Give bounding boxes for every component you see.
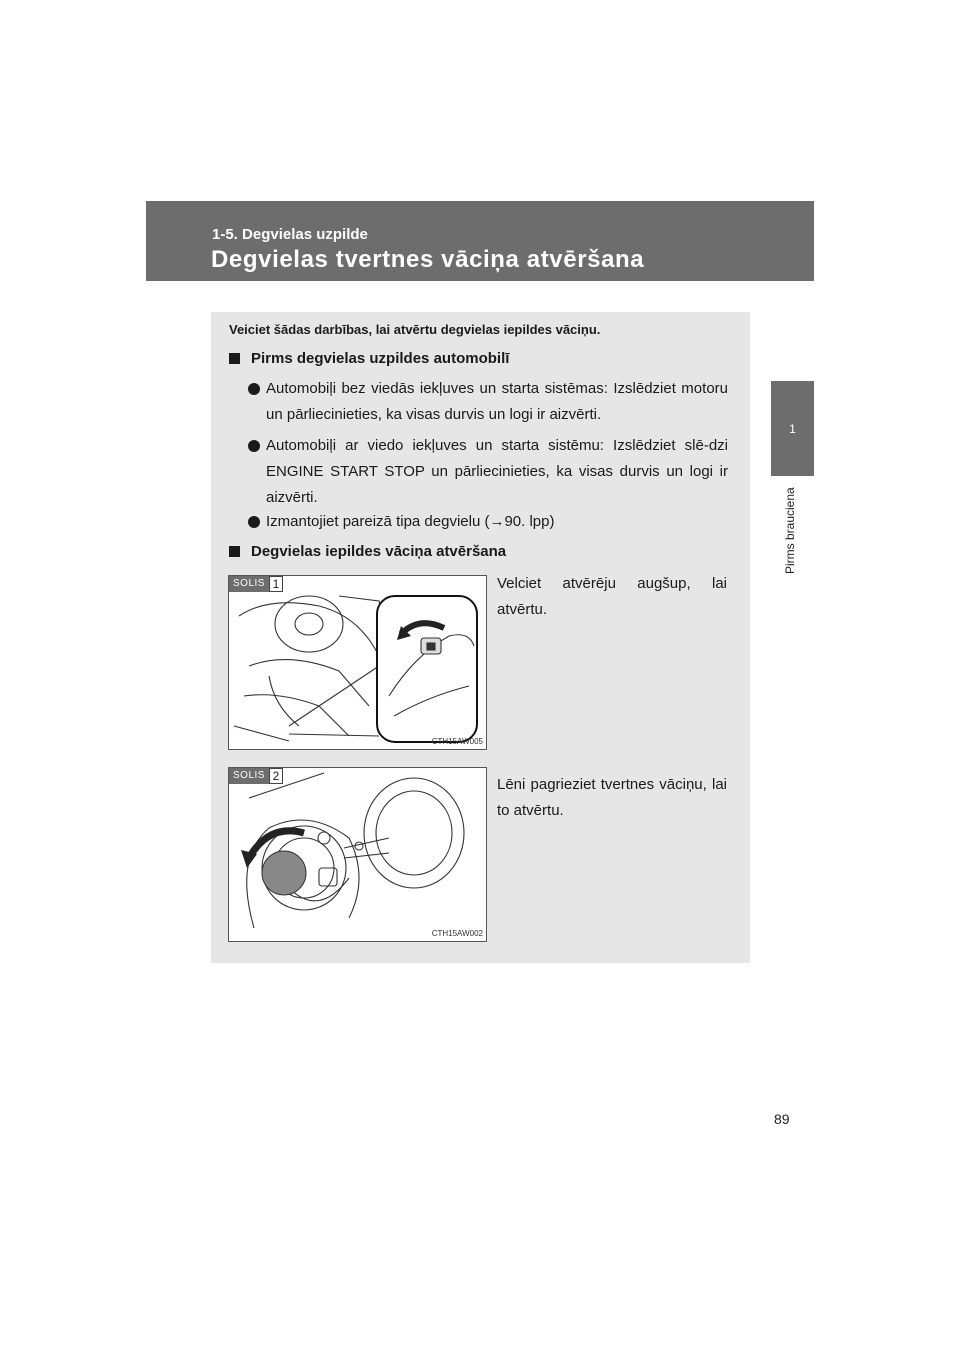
bullet-dot-icon: [248, 440, 260, 452]
section-label: 1-5. Degvielas uzpilde: [212, 226, 368, 243]
step-badge-word: SOLIS: [229, 576, 269, 592]
step-2-figure: [228, 767, 487, 942]
step-1-figure: [228, 575, 487, 750]
bullet-text: Automobiļi bez viedās iekļuves un starta sistēmas: Izslēdziet motoru un pārliecinieties, ka visas durvis un logi ir aizvērti.: [266, 380, 728, 423]
bullet-text: Automobiļi ar viedo iekļuves un starta sistēmu: Izslēdziet slē-dzi ENGINE START STOP un pārliecinieties, ka visas durvis un logi ir aizvērti.: [266, 437, 728, 506]
section-heading-text: Degvielas iepildes vāciņa atvēršana: [251, 543, 507, 560]
bullet-dot-icon: [248, 383, 260, 395]
step-1-text: Velciet atvērēju augšup, lai atvērtu.: [497, 575, 727, 618]
bullet-item: [248, 509, 728, 535]
bullet-item: [248, 433, 728, 511]
step-badge-number: 1: [269, 576, 283, 592]
step-badge-word: SOLIS: [229, 768, 269, 784]
step-badge-number: 2: [269, 768, 283, 784]
fuel-cap-illustration: [229, 768, 486, 941]
section-heading-open-cap: [229, 543, 506, 560]
bullet-dot-icon: [248, 516, 260, 528]
bullet-text: Izmantojiet pareizā tipa degvielu (→90. lpp): [266, 513, 555, 530]
square-bullet-icon: [229, 353, 240, 364]
section-heading-before-refuel: [229, 350, 509, 367]
bullet-item: [248, 376, 728, 428]
square-bullet-icon: [229, 546, 240, 557]
chapter-tab: [771, 381, 814, 476]
interior-opener-illustration: [229, 576, 486, 749]
intro-text: Veiciet šādas darbības, lai atvērtu degvielas iepildes vāciņu.: [229, 322, 601, 337]
step-badge: [229, 768, 283, 784]
page-title: Degvielas tvertnes vāciņa atvēršana: [211, 246, 645, 273]
step-2-text: Lēni pagrieziet tvertnes vāciņu, lai to atvērtu.: [497, 776, 727, 819]
step-badge: [229, 576, 283, 592]
chapter-label: Pirms brauciena: [783, 487, 797, 575]
figure-code: CTH15AW005: [431, 737, 483, 746]
section-heading-text: Pirms degvielas uzpildes automobilī: [251, 350, 510, 367]
page-number: 89: [774, 1111, 790, 1127]
figure-code: CTH15AW002: [431, 929, 483, 938]
chapter-number: 1: [789, 421, 796, 436]
